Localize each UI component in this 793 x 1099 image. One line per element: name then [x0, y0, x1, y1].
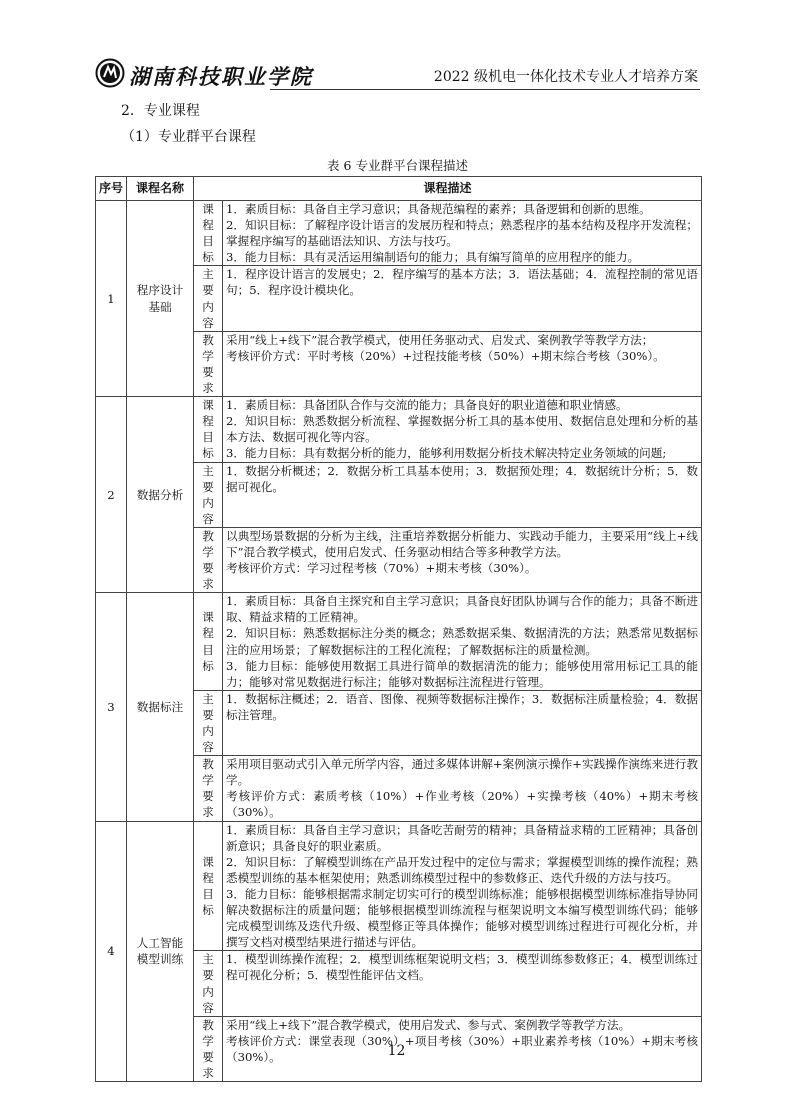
description-paragraph: 采用项目驱动式引入单元所学内容，通过多媒体讲解+案例演示操作+实践操作演练来进行教学。	[226, 757, 699, 788]
description-paragraph: 3．能力目标：具有灵活运用编制语句的能力；具有编写简单的应用程序的能力。	[226, 250, 640, 265]
course-name-line: 人工智能	[136, 936, 184, 951]
row-label-line: 课程	[202, 610, 214, 641]
header-course-description: 课程描述	[194, 177, 702, 201]
row-label-line: 目标	[202, 886, 214, 918]
course-name-line: 数据分析	[136, 487, 184, 502]
main-content-label	[194, 951, 223, 1016]
document-title: 2022 级机电一体化技术专业人才培养方案	[433, 69, 698, 85]
main-content-label	[194, 266, 223, 331]
row-label-line: 目标	[202, 430, 214, 461]
row-label-line: 教学	[202, 332, 214, 363]
table-row	[96, 593, 702, 691]
course-name	[127, 397, 194, 593]
course-number: 2	[96, 397, 127, 593]
row-label-line: 要求	[202, 364, 214, 396]
description-paragraph: 1．素质目标：具备自主学习意识；具备规范编程的素养；具备逻辑和创新的思维。	[226, 202, 651, 216]
course-goal-label	[194, 821, 223, 951]
teaching-requirement-text	[223, 756, 702, 821]
description-paragraph: 3．能力目标：具有数据分析的能力，能够利用数据分析技术解决特定业务领域的问题;	[226, 446, 667, 461]
section-subheading: （1）专业群平台课程	[121, 129, 256, 145]
description-paragraph: 1．数据分析概述；2．数据分析工具基本使用；3．数据预处理；4．数据统计分析；5．数据可视化。	[226, 463, 699, 494]
page-number: 12	[387, 1043, 406, 1059]
row-label-line: 主要	[202, 691, 214, 722]
row-label-line: 教学	[202, 757, 214, 788]
course-goal-text	[223, 821, 702, 951]
row-label-line: 主要	[202, 952, 214, 983]
row-label-line: 主要	[202, 267, 214, 298]
course-goal-label	[194, 397, 223, 462]
course-goal-label	[194, 201, 223, 266]
course-name-line: 数据标注	[136, 699, 184, 714]
course-goal-label	[194, 593, 223, 691]
header-no: 序号	[96, 177, 127, 201]
course-name-line: 基础	[148, 299, 172, 314]
description-paragraph: 2．知识目标：了解程序设计语言的发展历程和特点；熟悉程序的基本结构及程序开发流程；掌握程序编写的基础语法知识、方法与技巧。	[226, 218, 699, 249]
description-paragraph: 1．素质目标：具备团队合作与交流的能力；具备良好的职业道德和职业情感。	[226, 398, 628, 413]
main-content-label	[194, 462, 223, 527]
course-name	[127, 201, 194, 397]
row-label-line: 内容	[202, 299, 214, 330]
description-paragraph: 1．数据标注概述；2．语音、图像、视频等数据标注操作；3．数据标注质量检验；4．数据标注管理。	[226, 691, 699, 722]
description-paragraph: 2．知识目标：熟悉数据标注分类的概念；熟悉数据采集、数据清洗的方法；熟悉常见数据标注的应用场景；了解数据标注的工程化流程；了解数据标注的质量检测。	[226, 626, 699, 657]
section-heading: 2．专业课程	[121, 103, 200, 119]
description-paragraph: 采用“线上+线下”混合教学模式，使用启发式、参与式、案例教学等教学方法。	[226, 1017, 631, 1032]
description-paragraph: 采用“线上+线下”混合教学模式，使用任务驱动式、启发式、案例教学等教学方法；	[226, 332, 654, 347]
teaching-requirement-text	[223, 527, 702, 592]
description-paragraph: 2．知识目标：熟悉数据分析流程、掌握数据分析工具的基本使用、数据信息处理和分析的基本方法、数据可视化等内容。	[226, 414, 699, 445]
row-label-line: 要求	[202, 561, 214, 592]
description-paragraph: 1．素质目标：具备自主探究和自主学习意识；具备良好团队协调与合作的能力；具备不断进取、精益求精的工匠精神。	[226, 594, 699, 625]
school-name: 湖南科技职业学院	[129, 64, 313, 89]
course-description-table	[95, 176, 702, 1082]
table-row	[96, 821, 702, 951]
main-content-label	[194, 690, 223, 755]
description-paragraph: 2．知识目标：了解模型训练在产品开发过程中的定位与需求；掌握模型训练的操作流程；熟悉模型训练的基本框架使用；熟悉训练模型过程中的参数修正、迭代升级的方法与技巧。	[226, 854, 699, 885]
table-row	[96, 201, 702, 266]
main-content-text	[223, 266, 702, 331]
description-paragraph: 考核评价方式：素质考核（10%）+作业考核（20%）+实操考核（40%）+期末考核（30%）。	[226, 789, 699, 820]
course-name-line: 程序设计	[136, 283, 184, 298]
row-label-line: 内容	[202, 495, 214, 526]
row-label-line: 内容	[202, 984, 214, 1015]
row-label-line: 目标	[202, 642, 214, 673]
row-label-line: 要求	[202, 789, 214, 820]
main-content-text	[223, 690, 702, 755]
table-row	[96, 397, 702, 462]
course-goal-text	[223, 397, 702, 462]
page-header	[95, 58, 700, 90]
course-number: 3	[96, 593, 127, 821]
course-goal-text	[223, 593, 702, 691]
description-paragraph: 1．模型训练操作流程；2．模型训练框架说明文档；3．模型训练参数修正；4．模型训练过程可视化分析；5．模型性能评估文档。	[226, 952, 699, 983]
description-paragraph: 1．素质目标：具备自主学习意识；具备吃苦耐劳的精神；具备精益求精的工匠精神；具备创新意识；具备良好的职业素质。	[226, 822, 699, 853]
table-caption: 表 6 专业群平台课程描述	[327, 158, 468, 173]
teaching-requirement-text	[223, 331, 702, 396]
header-rule	[270, 89, 700, 90]
row-label-line: 课程	[202, 854, 214, 885]
teaching-requirement-label	[194, 756, 223, 821]
description-paragraph: 3．能力目标：能够使用数据工具进行简单的数据清洗的能力；能够使用常用标记工具的能力；能够对常见数据进行标注；能够对数据标注流程进行管理。	[226, 658, 699, 689]
course-number: 1	[96, 201, 127, 397]
row-label-line: 课程	[202, 398, 214, 429]
row-label-line: 教学	[202, 1017, 214, 1048]
description-paragraph: 3．能力目标：能够根据需求制定切实可行的模型训练标准；能够根据模型训练标准指导协同解决数据标注的质量问题；能够根据模型训练流程与框架说明文本编写模型训练代码；能够完成模型训练及迭代升级、模型修正等具体操作；能够对模型训练过程进行可视化分析，并撰写文档对模型结果进行描述与评估。	[226, 886, 699, 950]
teaching-requirement-label	[194, 331, 223, 396]
teaching-requirement-label	[194, 527, 223, 592]
header-course-name: 课程名称	[127, 177, 194, 201]
main-content-text	[223, 951, 702, 1016]
course-name	[127, 593, 194, 821]
school-logo-icon	[95, 58, 125, 88]
row-label-line: 教学	[202, 528, 214, 559]
course-number: 4	[96, 821, 127, 1082]
row-label-line: 内容	[202, 724, 214, 755]
row-label-line: 课程	[202, 202, 214, 233]
table-header-row	[96, 177, 702, 201]
description-paragraph: 1．程序设计语言的发展史；2．程序编写的基本方法；3．语法基础；4．流程控制的常见语句；5．程序设计模块化。	[226, 267, 699, 298]
row-label-line: 主要	[202, 463, 214, 494]
description-paragraph: 考核评价方式：学习过程考核（70%）+期末考核（30%）。	[226, 561, 537, 576]
description-paragraph: 以典型场景数据的分析为主线，注重培养数据分析能力、实践动手能力，主要采用“线上+线下”混合教学模式，使用启发式、任务驱动相结合等多种教学方法。	[226, 528, 699, 559]
main-content-text	[223, 462, 702, 527]
row-label-line: 目标	[202, 234, 214, 265]
description-paragraph: 考核评价方式：平时考核（20%）+过程技能考核（50%）+期末综合考核（30%）。	[226, 348, 665, 363]
row-label-line: 要求	[202, 1049, 214, 1080]
description-paragraph: 考核评价方式：课堂表现（30%）+项目考核（30%）+职业素养考核（10%）+期末考核（30%）。	[226, 1033, 699, 1064]
course-name-line: 模型训练	[136, 952, 184, 967]
course-goal-text	[223, 201, 702, 266]
